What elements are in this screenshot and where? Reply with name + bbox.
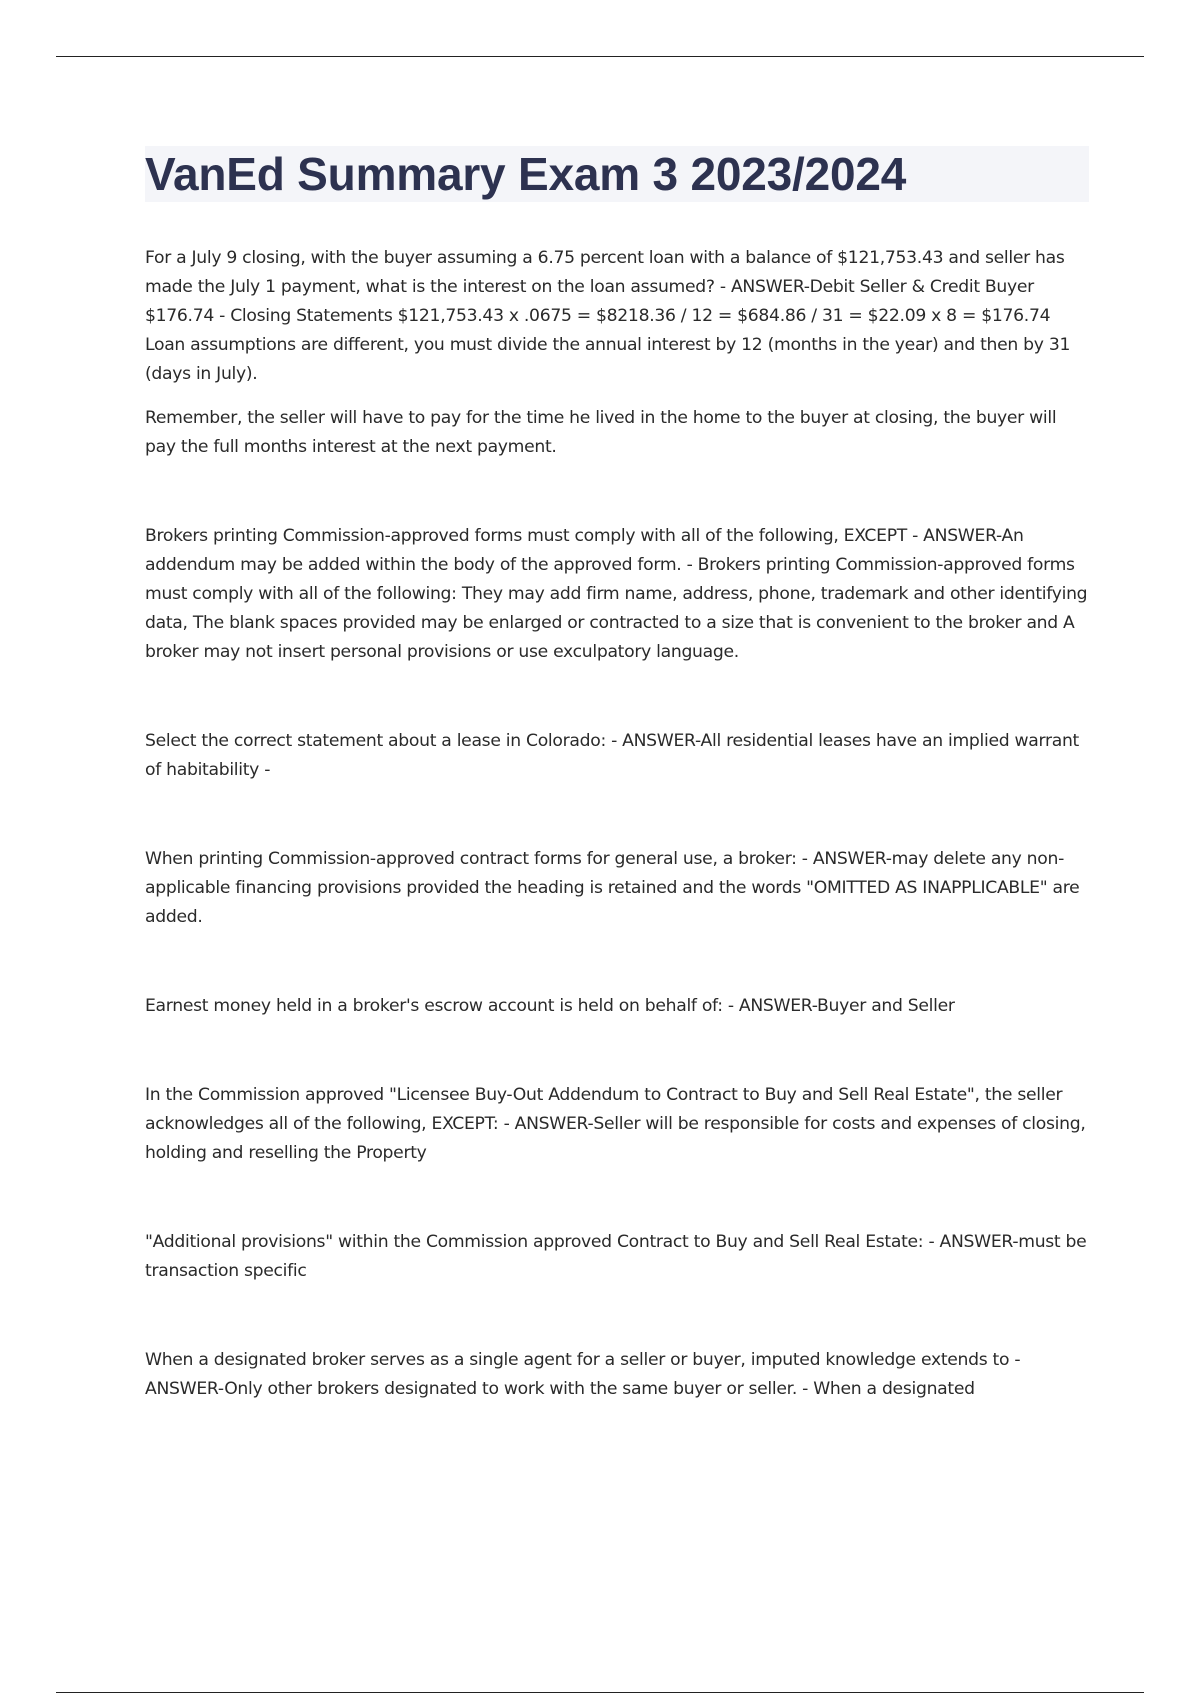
- question-paragraph-1: For a July 9 closing, with the buyer assuming a 6.75 percent loan with a balance of $121,753.43 and seller has made the July 1 payment, what is the interest on the loan assumed? - ANSWER-Debit Seller & Credit Buyer $176.74 - Closing Statements $121,753.43 x .0675 = $8218.36 / 12 = $684.86 / 31 = $22.09 x 8 = $176.74 Loan assumptions are different, you must divide the annual interest by 12 (months in the year) and then by 31 (days in July).: [145, 248, 1071, 384]
- question-paragraph-2: Brokers printing Commission-approved forms must comply with all of the following, EXCEPT - ANSWER-An addendum may be added within the body of the approved form. - Brokers printing Commission-approved forms must comply with all of the following: They may add firm name, address, phone, trademark and other identifying data, The blank spaces provided may be enlarged or contracted to a size that is convenient to the broker and A broker may not insert personal provisions or use exculpatory language.: [145, 526, 1088, 662]
- question-paragraph-4: When printing Commission-approved contract forms for general use, a broker: - ANSWER-may delete any non-applicable financing provisions provided the heading is retained and the words "OMITTED AS INAPPLICABLE" are added.: [145, 849, 1080, 927]
- question-paragraph-7: "Additional provisions" within the Commission approved Contract to Buy and Sell Real Estate: - ANSWER-must be transaction specific: [145, 1232, 1087, 1281]
- question-paragraph-5: Earnest money held in a broker's escrow account is held on behalf of: - ANSWER-Buyer and Seller: [145, 996, 955, 1016]
- top-rule: [56, 56, 1144, 57]
- note-paragraph: Remember, the seller will have to pay for the time he lived in the home to the buyer at closing, the buyer will pay the full months interest at the next payment.: [145, 408, 1057, 457]
- bottom-rule: [56, 1692, 1144, 1693]
- document-title: VanEd Summary Exam 3 2023/2024: [145, 148, 907, 200]
- question-paragraph-6: In the Commission approved "Licensee Buy-Out Addendum to Contract to Buy and Sell Real Estate", the seller acknowledges all of the following, EXCEPT: - ANSWER-Seller will be responsible for costs and expenses of closing, holding and reselling the Property: [145, 1085, 1086, 1163]
- document-body: [145, 244, 1090, 1404]
- question-paragraph-8: When a designated broker serves as a single agent for a seller or buyer, imputed knowledge extends to - ANSWER-Only other brokers designated to work with the same buyer or seller. - When a designated: [145, 1350, 1021, 1399]
- question-paragraph-3: Select the correct statement about a lease in Colorado: - ANSWER-All residential leases have an implied warrant of habitability -: [145, 731, 1079, 780]
